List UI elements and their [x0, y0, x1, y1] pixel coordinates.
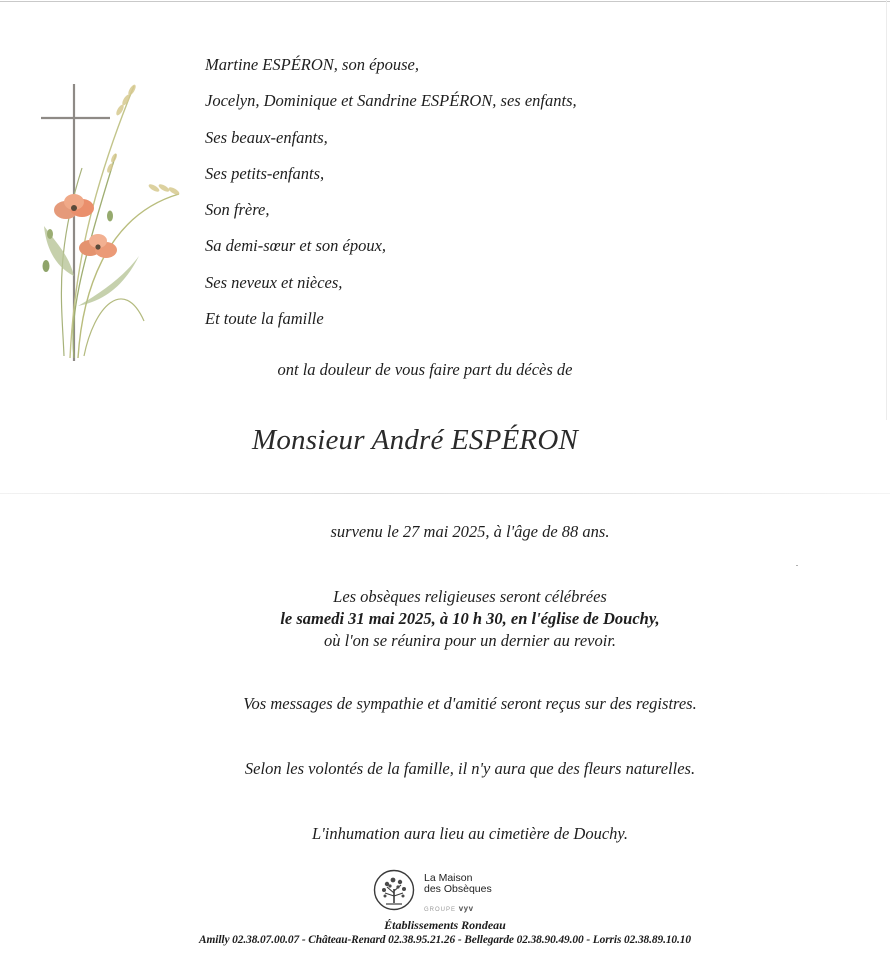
family-member-line: Jocelyn, Dominique et Sandrine ESPÉRON, ses enfants, — [205, 91, 577, 111]
family-member-line: Son frère, — [205, 200, 270, 220]
family-member-line: Martine ESPÉRON, son épouse, — [205, 55, 420, 74]
logo-group-prefix: GROUPE — [424, 907, 457, 913]
logo-name — [424, 873, 504, 895]
family-member-line: Et toute la famille — [205, 309, 324, 329]
funeral-line-3: où l'on se réunira pour un dernier au revoir. — [323, 631, 617, 650]
branch-contacts: Amilly 02.38.07.00.07 - Château-Renard 02.38.95.21.26 - Bellegarde 02.38.90.49.00 - Lorris 02.38.89.10.10 — [199, 934, 691, 946]
death-details: survenu le 27 mai 2025, à l'âge de 88 ans. — [330, 522, 610, 541]
top-border-line — [0, 1, 890, 2]
family-member-line: Ses neveux et nièces, — [205, 272, 343, 292]
logo-group-tag — [424, 904, 474, 913]
logo-group-name: vyv — [458, 904, 474, 913]
family-members-list — [205, 52, 577, 342]
logo-name-line-1: La Maison — [424, 872, 473, 884]
funeral-details — [25, 586, 890, 652]
funeral-date-location: le samedi 31 mai 2025, à 10 h 30, en l'église de Douchy, — [280, 609, 660, 628]
scan-speck — [796, 565, 798, 566]
page-fold-line — [0, 493, 890, 494]
deceased-name: Monsieur André ESPÉRON — [251, 424, 579, 456]
burial-note: L'inhumation aura lieu au cimetière de Douchy. — [312, 824, 628, 843]
family-member-line: Ses beaux-enfants, — [205, 127, 328, 147]
company-name: Établissements Rondeau — [384, 918, 506, 932]
messages-note: Vos messages de sympathie et d'amitié seront reçus sur des registres. — [243, 694, 697, 713]
flowers-note: Selon les volontés de la famille, il n'y aura que des fleurs naturelles. — [244, 759, 696, 778]
right-border-line — [886, 0, 887, 420]
funeral-line-1: Les obsèques religieuses seront célébrées — [333, 587, 607, 606]
family-member-line: Ses petits-enfants, — [205, 163, 325, 183]
logo-name-line-2: des Obsèques — [424, 883, 492, 895]
cross-and-poppies-illustration — [34, 76, 194, 376]
tree-emblem-icon — [373, 869, 415, 911]
family-member-line: Sa demi-sœur et son époux, — [205, 236, 387, 256]
announcement-text: ont la douleur de vous faire part du décès de — [277, 360, 573, 379]
funeral-home-logo — [373, 869, 513, 917]
